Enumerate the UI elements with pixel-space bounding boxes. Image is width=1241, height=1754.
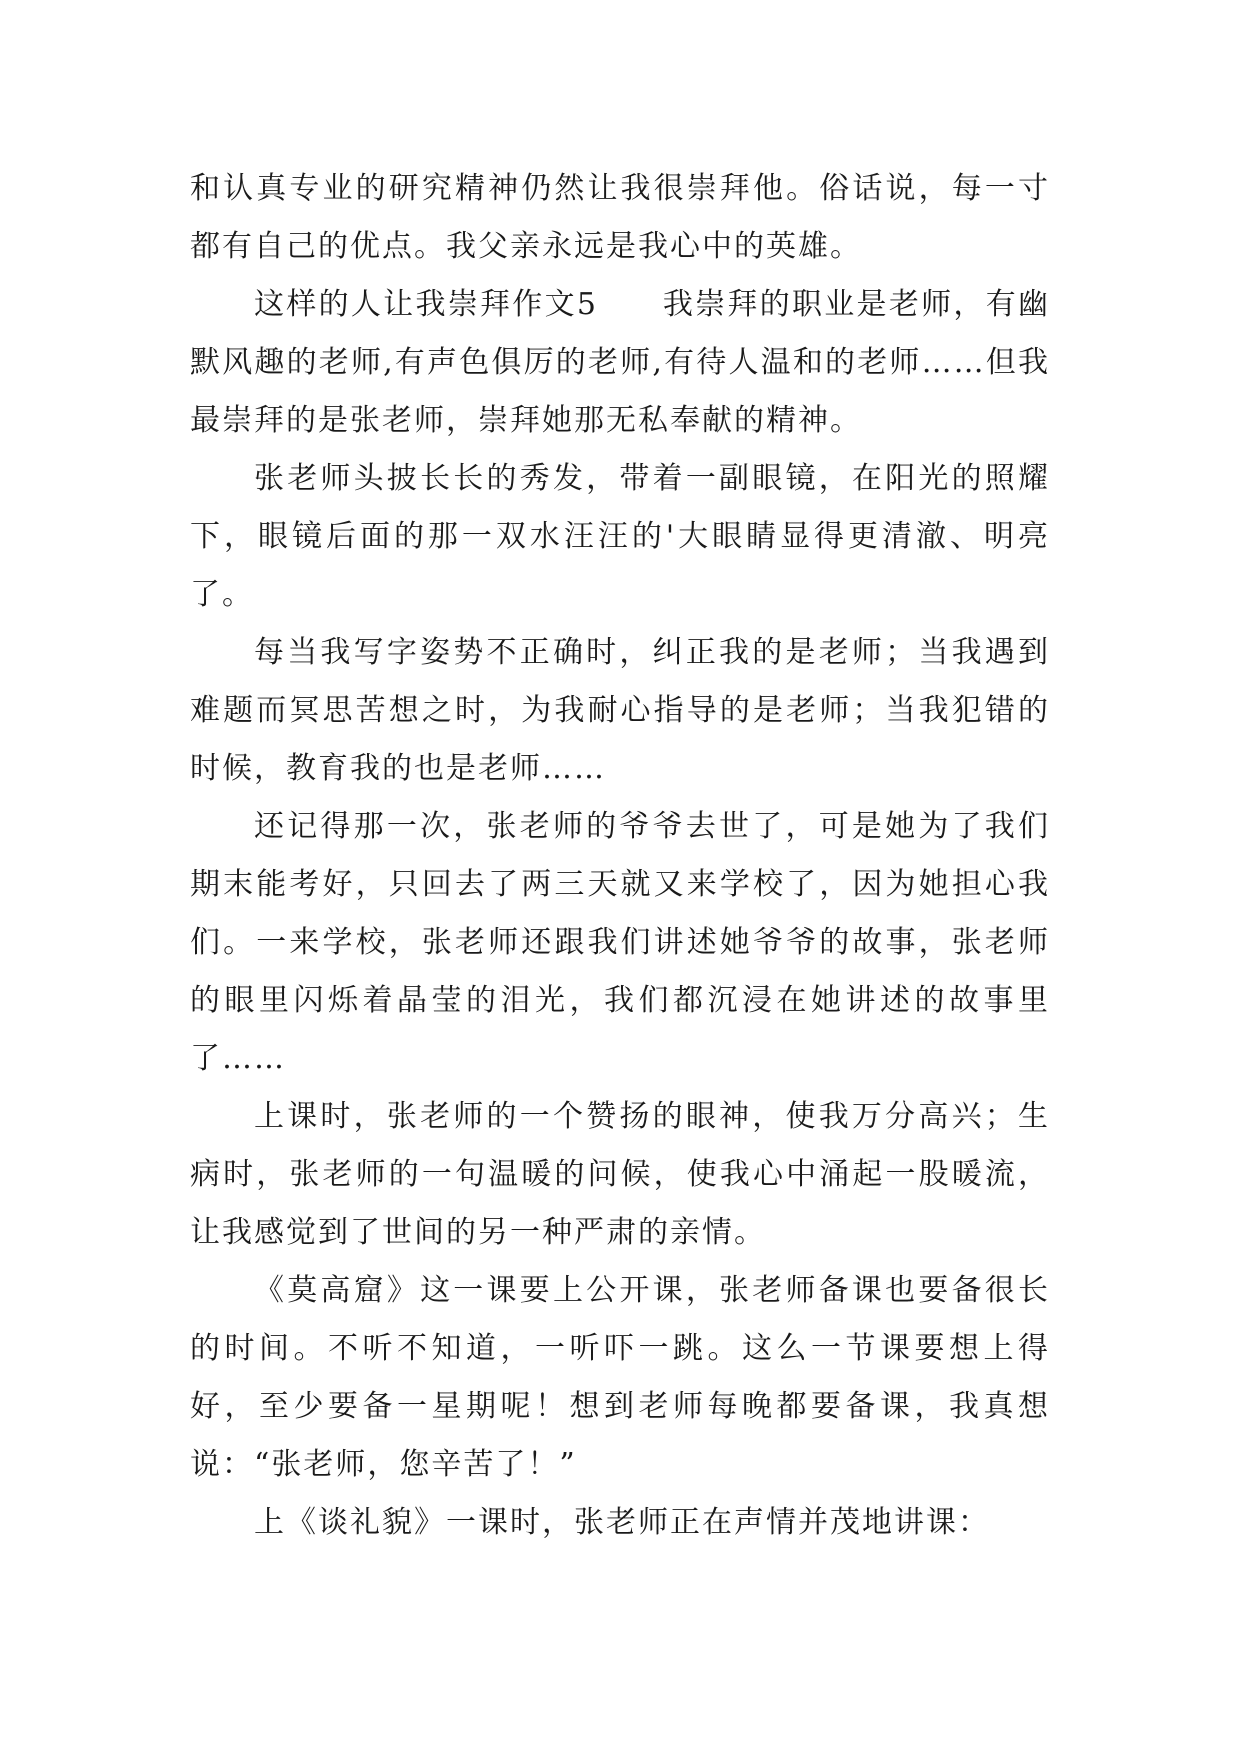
- paragraph: 上《谈礼貌》一课时，张老师正在声情并茂地讲课：: [254, 1505, 990, 1540]
- paragraph: 和认真专业的研究精神仍然让我很崇拜他。俗话说，每一寸都有自己的优点。我父亲永远是我心中的英雄。: [190, 171, 1050, 264]
- paragraph: 上课时，张老师的一个赞扬的眼神，使我万分高兴；生病时，张老师的一句温暖的问候，使我心中涌起一股暖流，让我感觉到了世间的另一种严肃的亲情。: [190, 1099, 1050, 1250]
- paragraph: 还记得那一次，张老师的爷爷去世了，可是她为了我们期末能考好，只回去了两三天就又来学校了，因为她担心我们。一来学校，张老师还跟我们讲述她爷爷的故事，张老师的眼里闪烁着晶莹的泪光，我们都沉浸在她讲述的故事里了……: [190, 809, 1050, 1076]
- paragraph: 《莫高窟》这一课要上公开课，张老师备课也要备很长的时间。不听不知道，一听吓一跳。这么一节课要想上得好，至少要备一星期呢！想到老师每晚都要备课，我真想说：“张老师，您辛苦了！”: [190, 1273, 1050, 1482]
- paragraph: 每当我写字姿势不正确时，纠正我的是老师；当我遇到难题而冥思苦想之时，为我耐心指导的是老师；当我犯错的时候，教育我的也是老师……: [190, 635, 1050, 786]
- document-body: [190, 160, 1050, 1552]
- paragraph: 这样的人让我崇拜作文5 我崇拜的职业是老师，有幽默风趣的老师,有声色俱厉的老师,有待人温和的老师……但我最崇拜的是张老师，崇拜她那无私奉献的精神。: [190, 287, 1050, 438]
- paragraph: 张老师头披长长的秀发，带着一副眼镜，在阳光的照耀下，眼镜后面的那一双水汪汪的'大眼睛显得更清澈、明亮了。: [190, 461, 1050, 612]
